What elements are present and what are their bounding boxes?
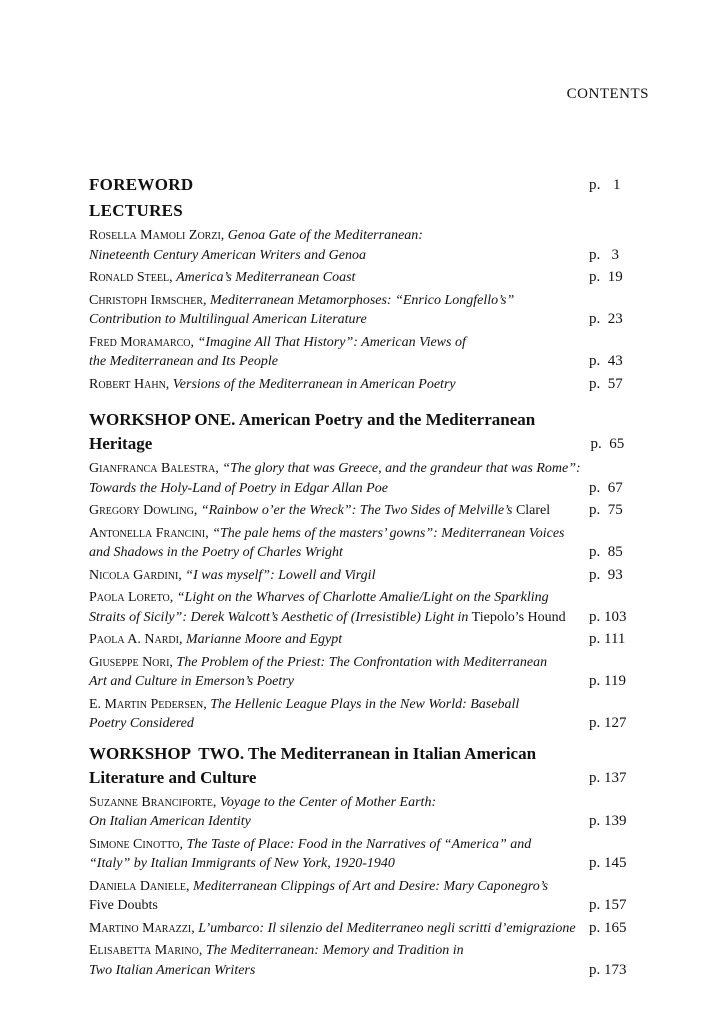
- entry-title-cont: “Italy” by Italian Immigrants of New York, 1920-1940: [89, 856, 395, 871]
- entry-author: Paola Loreto: [89, 590, 170, 605]
- entry-title-work: Clarel: [515, 503, 551, 518]
- toc-entry: Fred Moramarco, “Imagine All That History”: American Views of the Mediterranean and Its People p. 43: [89, 333, 649, 372]
- page-number: p. 165: [589, 919, 627, 936]
- toc-entry: Paola Loreto, “Light on the Wharves of Charlotte Amalie/Light on the Sparkling Straits of Sicily”: Derek Walcott’s Aesthetic of (Irresistible) Light in Tiepolo’s Hound p. 103: [89, 588, 649, 627]
- entry-title: America’s Mediterranean Coast: [176, 270, 356, 285]
- entry-title: The Hellenic League Plays in the New World: Baseball: [210, 696, 520, 712]
- entry-author: Rosella Mamoli Zorzi: [89, 228, 221, 243]
- entry-author: Nicola Gardini: [89, 567, 179, 583]
- entry-title: “The pale hems of the masters’ gowns”: Mediterranean Voices: [212, 525, 565, 541]
- entry-title-cont: the Mediterranean and Its People: [89, 354, 278, 369]
- entry-author: Paola A. Nardi: [89, 632, 179, 647]
- toc-entry: Gianfranca Balestra, “The glory that was Greece, and the grandeur that was Rome”: Towards the Holy-Land of Poetry in Edgar Allan Poe p. 67: [89, 459, 649, 498]
- entry-title-cont: Two Italian American Writers: [89, 962, 256, 978]
- entry-title: The Problem of the Priest: The Confrontation with Mediterranean: [176, 654, 548, 670]
- page-number: p. 65: [590, 436, 625, 452]
- entry-author: Elisabetta Marino: [89, 943, 199, 958]
- entry-title-work: Tiepolo’s Hound: [471, 609, 566, 625]
- entry-author: Gianfranca Balestra: [89, 461, 216, 476]
- entry-title: Voyage to the Center of Mother Earth:: [219, 794, 437, 810]
- entry-author: Suzanne Branciforte: [89, 794, 213, 810]
- entry-title-cont: Towards the Holy-Land of Poetry in Edgar Allan Poe: [89, 480, 388, 496]
- page-number: p. 3: [589, 246, 619, 263]
- entry-title: “I was myself”: Lowell and Virgil: [185, 567, 376, 583]
- section-title: WORKSHOP ONE. American Poetry and the Mediterranean Heritage: [89, 410, 536, 453]
- entry-title: Mediterranean Clippings of Art and Desire: Mary Caponegro’s: [193, 878, 549, 894]
- lectures-heading: [89, 199, 649, 223]
- page-number: p. 85: [589, 544, 623, 560]
- toc-entry: Ronald Steel, America’s Mediterranean Coast p. 19: [89, 268, 649, 288]
- entry-title-cont: Nineteenth Century American Writers and Genoa: [89, 247, 366, 263]
- entry-title: Versions of the Mediterranean in American Poetry: [172, 376, 456, 392]
- entry-title: Marianne Moore and Egypt: [185, 632, 343, 647]
- entry-title-cont: and Shadows in the Poetry of Charles Wright: [89, 545, 343, 560]
- entry-title: “The glory that was Greece, and the grandeur that was Rome”:: [222, 461, 581, 476]
- entry-title: The Mediterranean: Memory and Tradition in: [205, 943, 464, 958]
- toc-entry: Nicola Gardini, “I was myself”: Lowell and Virgil p. 93: [89, 566, 649, 586]
- entry-title: “Rainbow o’er the Wreck”: The Two Sides of Melville’s: [200, 503, 513, 518]
- page-number: p. 43: [589, 353, 623, 369]
- toc-entry: Gregory Dowling, “Rainbow o’er the Wreck”: The Two Sides of Melville’s Clarel p. 75: [89, 501, 649, 521]
- entry-author: Ronald Steel: [89, 270, 170, 285]
- page-number: p. 139: [589, 813, 627, 829]
- entry-author: Daniela Daniele: [89, 878, 187, 894]
- entry-author: Christoph Irmscher: [89, 292, 204, 308]
- entry-author: Giuseppe Nori: [89, 654, 170, 670]
- entry-title: “Light on the Wharves of Charlotte Amalie/Light on the Sparkling: [176, 590, 549, 605]
- toc-entry: Robert Hahn, Versions of the Mediterranean in American Poetry p. 57: [89, 375, 649, 395]
- page-number: p. 157: [589, 897, 627, 913]
- entry-title-work: Five Doubts: [89, 898, 158, 913]
- toc-entry: Daniela Daniele, Mediterranean Clippings of Art and Desire: Mary Caponegro’s Five Doubts p. 157: [89, 877, 649, 916]
- page-number: p. 19: [589, 269, 623, 285]
- foreword-heading: [89, 173, 649, 197]
- section-title: WORKSHOP TWO. The Mediterranean in Italian American: [89, 743, 537, 763]
- entry-author: Simone Cinotto: [89, 836, 180, 852]
- entry-author: Fred Moramarco: [89, 334, 191, 350]
- page-number: p. 173: [589, 961, 627, 978]
- entry-title: “Imagine All That History”: American Views of: [197, 334, 466, 350]
- entry-author: Antonella Francini: [89, 525, 206, 541]
- page-number: p. 93: [589, 566, 623, 583]
- toc-entry: Martino Marazzi, L’umbarco: Il silenzio del Mediterraneo negli scritti d’emigrazione p. 165: [89, 919, 649, 939]
- page-title: CONTENTS: [566, 86, 649, 102]
- page-number: p. 23: [589, 311, 623, 327]
- entry-title-cont: Art and Culture in Emerson’s Poetry: [89, 674, 294, 689]
- page-number: p. 67: [589, 479, 623, 496]
- section-title: FOREWORD: [89, 175, 194, 194]
- page-number: p. 137: [589, 769, 627, 786]
- section-title-cont: Literature and Culture: [89, 767, 257, 787]
- entry-title-cont: Contribution to Multilingual American Literature: [89, 312, 367, 327]
- page-number: p. 75: [589, 502, 623, 518]
- toc-entry: Christoph Irmscher, Mediterranean Metamorphoses: “Enrico Longfello’s” Contribution to Multilingual American Literature p. 23: [89, 291, 649, 330]
- toc-entry: E. Martin Pedersen, The Hellenic League Plays in the New World: Baseball Poetry Considered p. 127: [89, 695, 649, 734]
- page-number: p. 103: [589, 608, 627, 625]
- page-number: p. 127: [589, 715, 627, 731]
- toc-entry: Rosella Mamoli Zorzi, Genoa Gate of the Mediterranean: Nineteenth Century American Writers and Genoa p. 3: [89, 226, 649, 265]
- entry-title: Genoa Gate of the Mediterranean:: [227, 228, 423, 243]
- toc-entry: Giuseppe Nori, The Problem of the Priest: The Confrontation with Mediterranean Art and Culture in Emerson’s Poetry p. 119: [89, 653, 649, 692]
- entry-title-cont: Poetry Considered: [89, 716, 194, 731]
- entry-title-cont: Straits of Sicily”: Derek Walcott’s Aesthetic of (Irresistible) Light in: [89, 609, 469, 625]
- toc-entry: Antonella Francini, “The pale hems of the masters’ gowns”: Mediterranean Voices and Shadows in the Poetry of Charles Wright p. 85: [89, 524, 649, 563]
- entry-title: The Taste of Place: Food in the Narratives of “America” and: [186, 836, 532, 852]
- entry-author: Gregory Dowling: [89, 503, 194, 518]
- toc-entry: Paola A. Nardi, Marianne Moore and Egypt p. 111: [89, 630, 649, 650]
- entry-title: Mediterranean Metamorphoses: “Enrico Longfello’s”: [210, 292, 515, 308]
- entry-author: Martino Marazzi: [89, 920, 192, 936]
- table-of-contents: [89, 173, 649, 980]
- page-number: p. 57: [589, 375, 623, 392]
- entry-author: Robert Hahn: [89, 376, 166, 392]
- entry-author: E. Martin Pedersen: [89, 696, 204, 712]
- page-number: p. 119: [589, 673, 626, 689]
- workshop-two-heading: [89, 742, 649, 790]
- page-number: p. 1: [589, 177, 621, 193]
- page-number: p. 145: [589, 855, 627, 871]
- toc-entry: Suzanne Branciforte, Voyage to the Center of Mother Earth: On Italian American Identity p. 139: [89, 793, 649, 832]
- entry-title: L’umbarco: Il silenzio del Mediterraneo negli scritti d’emigrazione: [198, 920, 576, 936]
- section-title: LECTURES: [89, 201, 184, 220]
- page-number: p. 111: [589, 631, 626, 647]
- toc-entry: Elisabetta Marino, The Mediterranean: Memory and Tradition in Two Italian American Writers p. 173: [89, 941, 649, 980]
- entry-title-cont: On Italian American Identity: [89, 814, 251, 829]
- toc-entry: Simone Cinotto, The Taste of Place: Food in the Narratives of “America” and “Italy” by Italian Immigrants of New York, 1920-1940 p. 145: [89, 835, 649, 874]
- workshop-one-heading: [89, 408, 649, 456]
